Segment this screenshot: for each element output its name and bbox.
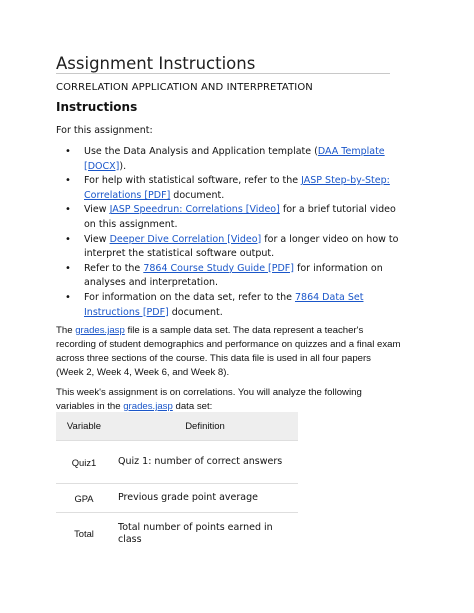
data-set-description: The grades.jasp file is a sample data set. The data represent a teacher's recording of student demographics and performance on quizzes and a final exam across three sections of the course. This data file is used in all four papers (Week 2, Week 4, Week 6, and Week 8). bbox=[56, 325, 401, 378]
column-header-definition: Definition bbox=[112, 412, 298, 441]
definition-cell: Total number of points earned in class bbox=[112, 513, 298, 555]
assignment-description: This week's assignment is on correlations. You will analyze the following variables in the grades.jasp data set: bbox=[56, 387, 362, 412]
jasp-step-by-step-link[interactable]: JASP Step-by-Step: Correlations [PDF] bbox=[84, 175, 390, 201]
jasp-speedrun-video-link[interactable]: JASP Speedrun: Correlations [Video] bbox=[109, 204, 280, 216]
grades-jasp-link[interactable]: grades.jasp bbox=[123, 400, 173, 412]
variables-table bbox=[56, 412, 298, 554]
list-item: • For help with statistical software, refer to the JASP Step-by-Step: Correlations [PDF] document. bbox=[56, 174, 401, 203]
page-title: Assignment Instructions bbox=[56, 54, 256, 73]
list-item: • For information on the data set, refer to the 7864 Data Set Instructions [PDF] document. bbox=[56, 291, 401, 320]
intro-text: For this assignment: bbox=[56, 125, 153, 136]
variable-cell: GPA bbox=[56, 484, 112, 513]
grades-jasp-link[interactable]: grades.jasp bbox=[75, 325, 125, 336]
list-item: • View Deeper Dive Correlation [Video] for a longer video on how to interpret the statistical software output. bbox=[56, 233, 401, 262]
data-set-instructions-link[interactable]: 7864 Data Set Instructions [PDF] bbox=[84, 291, 364, 318]
table-row bbox=[56, 441, 298, 484]
column-header-variable: Variable bbox=[56, 412, 112, 441]
list-item: • View JASP Speedrun: Correlations [Video] for a brief tutorial video on this assignment. bbox=[56, 203, 401, 232]
table-row bbox=[56, 513, 298, 555]
deeper-dive-video-link[interactable]: Deeper Dive Correlation [Video] bbox=[109, 233, 262, 245]
table-header-row bbox=[56, 412, 298, 441]
instruction-list bbox=[56, 145, 401, 320]
section-heading-instructions: Instructions bbox=[56, 100, 138, 114]
list-item: • Use the Data Analysis and Application template (DAA Template [DOCX]). bbox=[56, 145, 401, 174]
definition-cell: Previous grade point average bbox=[112, 484, 298, 513]
variable-cell: Quiz1 bbox=[56, 441, 112, 484]
daa-template-link[interactable]: DAA Template [DOCX] bbox=[84, 146, 385, 172]
table-row bbox=[56, 484, 298, 513]
definition-cell: Quiz 1: number of correct answers bbox=[112, 441, 298, 484]
assignment-subtitle: CORRELATION APPLICATION AND INTERPRETATION bbox=[56, 82, 313, 93]
variable-cell: Total bbox=[56, 513, 112, 555]
title-divider bbox=[56, 73, 390, 74]
list-item: • Refer to the 7864 Course Study Guide [PDF] for information on analyses and interpretation. bbox=[56, 262, 401, 291]
course-study-guide-link[interactable]: 7864 Course Study Guide [PDF] bbox=[143, 262, 294, 274]
